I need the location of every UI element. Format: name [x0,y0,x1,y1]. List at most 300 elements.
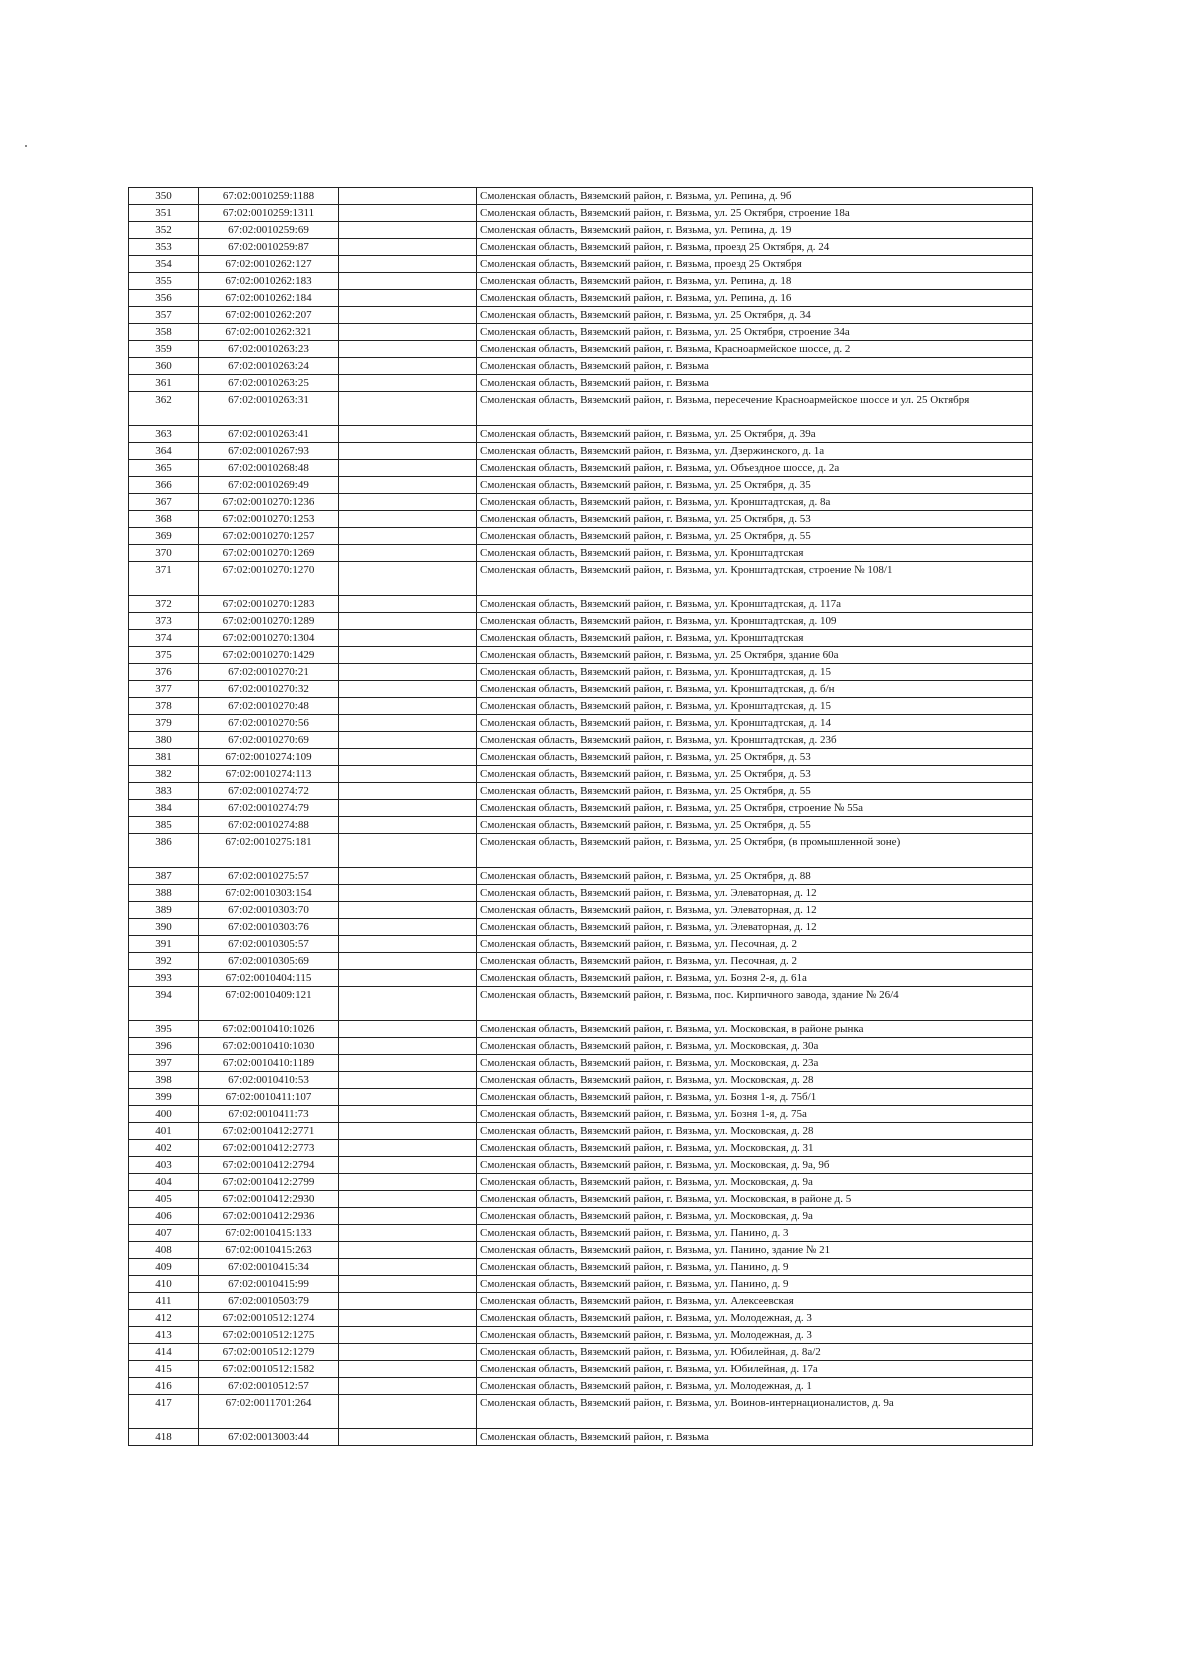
empty-cell [339,1140,477,1157]
address: Смоленская область, Вяземский район, г. Вязьма, ул. Кронштадтская, д. 109 [477,613,1033,630]
address: Смоленская область, Вяземский район, г. Вязьма, ул. 25 Октября, д. 34 [477,307,1033,324]
cadastral-number: 67:02:0010259:1311 [199,205,339,222]
address: Смоленская область, Вяземский район, г. Вязьма, ул. Московская, в районе д. 5 [477,1191,1033,1208]
cadastral-number: 67:02:0010410:1026 [199,1021,339,1038]
empty-cell [339,460,477,477]
table-row [129,1327,1033,1344]
address: Смоленская область, Вяземский район, г. Вязьма, проезд 25 Октября [477,256,1033,273]
table-row [129,1055,1033,1072]
cadastral-number: 67:02:0010259:69 [199,222,339,239]
row-number: 418 [129,1429,199,1446]
address: Смоленская область, Вяземский район, г. Вязьма, ул. Дзержинского, д. 1а [477,443,1033,460]
address: Смоленская область, Вяземский район, г. Вязьма, ул. Юбилейная, д. 8а/2 [477,1344,1033,1361]
address: Смоленская область, Вяземский район, г. Вязьма, ул. 25 Октября, д. 53 [477,766,1033,783]
table-row [129,545,1033,562]
empty-cell [339,868,477,885]
table-row [129,426,1033,443]
row-number: 401 [129,1123,199,1140]
empty-cell [339,307,477,324]
address: Смоленская область, Вяземский район, г. Вязьма, ул. Кронштадтская, д. 15 [477,698,1033,715]
empty-cell [339,511,477,528]
empty-cell [339,1293,477,1310]
cadastral-number: 67:02:0010274:72 [199,783,339,800]
table-row [129,868,1033,885]
address: Смоленская область, Вяземский район, г. Вязьма, пос. Кирпичного завода, здание № 26/4 [477,987,1033,1021]
cadastral-number: 67:02:0010263:41 [199,426,339,443]
empty-cell [339,1327,477,1344]
row-number: 412 [129,1310,199,1327]
row-number: 369 [129,528,199,545]
empty-cell [339,1055,477,1072]
cadastral-number: 67:02:0010274:88 [199,817,339,834]
empty-cell [339,1395,477,1429]
table-body [129,188,1033,1446]
table-row [129,1344,1033,1361]
row-number: 389 [129,902,199,919]
address: Смоленская область, Вяземский район, г. Вязьма [477,1429,1033,1446]
cadastral-number: 67:02:0010415:133 [199,1225,339,1242]
cadastral-number: 67:02:0010412:2794 [199,1157,339,1174]
row-number: 417 [129,1395,199,1429]
row-number: 378 [129,698,199,715]
cadastral-number: 67:02:0010404:115 [199,970,339,987]
address: Смоленская область, Вяземский район, г. Вязьма [477,375,1033,392]
empty-cell [339,1310,477,1327]
table-row [129,681,1033,698]
table-row [129,1429,1033,1446]
row-number: 400 [129,1106,199,1123]
address: Смоленская область, Вяземский район, г. Вязьма, ул. Бозня 1-я, д. 75б/1 [477,1089,1033,1106]
empty-cell [339,1225,477,1242]
row-number: 383 [129,783,199,800]
table-row [129,477,1033,494]
table-row [129,630,1033,647]
table-row [129,732,1033,749]
address: Смоленская область, Вяземский район, г. Вязьма, ул. Молодежная, д. 3 [477,1327,1033,1344]
empty-cell [339,256,477,273]
cadastral-number: 67:02:0010268:48 [199,460,339,477]
empty-cell [339,545,477,562]
empty-cell [339,596,477,613]
row-number: 390 [129,919,199,936]
empty-cell [339,647,477,664]
table-row [129,1106,1033,1123]
row-number: 355 [129,273,199,290]
row-number: 366 [129,477,199,494]
table-row [129,205,1033,222]
cadastral-number: 67:02:0010270:48 [199,698,339,715]
address: Смоленская область, Вяземский район, г. Вязьма, ул. 25 Октября, д. 55 [477,528,1033,545]
row-number: 354 [129,256,199,273]
empty-cell [339,1106,477,1123]
row-number: 413 [129,1327,199,1344]
address: Смоленская область, Вяземский район, г. Вязьма, ул. Панино, здание № 21 [477,1242,1033,1259]
empty-cell [339,290,477,307]
row-number: 367 [129,494,199,511]
table-row [129,341,1033,358]
address: Смоленская область, Вяземский район, г. Вязьма, ул. Кронштадтская, д. 14 [477,715,1033,732]
cadastral-number: 67:02:0010270:1304 [199,630,339,647]
empty-cell [339,273,477,290]
row-number: 358 [129,324,199,341]
empty-cell [339,494,477,511]
table-row [129,596,1033,613]
empty-cell [339,1276,477,1293]
address: Смоленская область, Вяземский район, г. Вязьма, ул. 25 Октября, (в промышленной зоне) [477,834,1033,868]
row-number: 374 [129,630,199,647]
cadastral-number: 67:02:0010411:73 [199,1106,339,1123]
empty-cell [339,1038,477,1055]
address: Смоленская область, Вяземский район, г. Вязьма, ул. Московская, д. 28 [477,1123,1033,1140]
cadastral-number: 67:02:0010512:1582 [199,1361,339,1378]
address: Смоленская область, Вяземский район, г. Вязьма, ул. Кронштадтская, д. б/н [477,681,1033,698]
address: Смоленская область, Вяземский район, г. Вязьма, пересечение Красноармейское шоссе и ул. 25 Октября [477,392,1033,426]
address: Смоленская область, Вяземский район, г. Вязьма, ул. Московская, д. 9а [477,1174,1033,1191]
cadastral-number: 67:02:0010512:1279 [199,1344,339,1361]
address: Смоленская область, Вяземский район, г. Вязьма, ул. 25 Октября, строение № 55а [477,800,1033,817]
cadastral-number: 67:02:0010270:32 [199,681,339,698]
cadastral-number: 67:02:0010415:263 [199,1242,339,1259]
address: Смоленская область, Вяземский район, г. Вязьма, ул. Бозня 1-я, д. 75а [477,1106,1033,1123]
address: Смоленская область, Вяземский район, г. Вязьма, ул. Молодежная, д. 3 [477,1310,1033,1327]
row-number: 405 [129,1191,199,1208]
row-number: 414 [129,1344,199,1361]
row-number: 350 [129,188,199,205]
cadastral-number: 67:02:0010303:70 [199,902,339,919]
empty-cell [339,1344,477,1361]
cadastral-number: 67:02:0010412:2936 [199,1208,339,1225]
row-number: 406 [129,1208,199,1225]
empty-cell [339,1208,477,1225]
row-number: 409 [129,1259,199,1276]
empty-cell [339,817,477,834]
cadastral-number: 67:02:0010263:23 [199,341,339,358]
row-number: 372 [129,596,199,613]
table-row [129,392,1033,426]
table-row [129,528,1033,545]
address: Смоленская область, Вяземский район, г. Вязьма, ул. Московская, д. 23а [477,1055,1033,1072]
row-number: 395 [129,1021,199,1038]
cadastral-number: 67:02:0010263:25 [199,375,339,392]
address: Смоленская область, Вяземский район, г. Вязьма, ул. Воинов-интернационалистов, д. 9а [477,1395,1033,1429]
row-number: 388 [129,885,199,902]
row-number: 415 [129,1361,199,1378]
row-number: 393 [129,970,199,987]
address: Смоленская область, Вяземский район, г. Вязьма, ул. Бозня 2-я, д. 61а [477,970,1033,987]
table-row [129,494,1033,511]
cadastral-number: 67:02:0010410:1189 [199,1055,339,1072]
row-number: 371 [129,562,199,596]
cadastral-number: 67:02:0010262:127 [199,256,339,273]
empty-cell [339,766,477,783]
table-row [129,1276,1033,1293]
address: Смоленская область, Вяземский район, г. Вязьма, ул. 25 Октября, строение 34а [477,324,1033,341]
row-number: 386 [129,834,199,868]
empty-cell [339,562,477,596]
table-row [129,1225,1033,1242]
cadastral-number: 67:02:0010412:2930 [199,1191,339,1208]
cadastral-number: 67:02:0010275:57 [199,868,339,885]
empty-cell [339,664,477,681]
address: Смоленская область, Вяземский район, г. Вязьма, ул. Репина, д. 9б [477,188,1033,205]
row-number: 403 [129,1157,199,1174]
cadastral-number: 67:02:0010274:109 [199,749,339,766]
table-row [129,1072,1033,1089]
row-number: 392 [129,953,199,970]
address: Смоленская область, Вяземский район, г. Вязьма, ул. Кронштадтская, д. 15 [477,664,1033,681]
row-number: 407 [129,1225,199,1242]
address: Смоленская область, Вяземский район, г. Вязьма, проезд 25 Октября, д. 24 [477,239,1033,256]
row-number: 408 [129,1242,199,1259]
address: Смоленская область, Вяземский район, г. Вязьма, ул. Кронштадтская, д. 23б [477,732,1033,749]
table-row [129,188,1033,205]
cadastral-number: 67:02:0010270:69 [199,732,339,749]
empty-cell [339,1259,477,1276]
empty-cell [339,205,477,222]
address: Смоленская область, Вяземский район, г. Вязьма, ул. Песочная, д. 2 [477,936,1033,953]
address: Смоленская область, Вяземский район, г. Вязьма, ул. Кронштадтская, д. 8а [477,494,1033,511]
cadastral-number: 67:02:0010270:56 [199,715,339,732]
row-number: 410 [129,1276,199,1293]
table-row [129,766,1033,783]
row-number: 416 [129,1378,199,1395]
table-row [129,783,1033,800]
table-row [129,256,1033,273]
address: Смоленская область, Вяземский район, г. Вязьма, ул. Панино, д. 3 [477,1225,1033,1242]
table-row [129,1208,1033,1225]
empty-cell [339,970,477,987]
cadastral-number: 67:02:0010270:1236 [199,494,339,511]
empty-cell [339,698,477,715]
table-row [129,817,1033,834]
table-row [129,358,1033,375]
cadastral-number: 67:02:0010262:321 [199,324,339,341]
table-row [129,715,1033,732]
address: Смоленская область, Вяземский район, г. Вязьма, ул. 25 Октября, д. 53 [477,511,1033,528]
cadastral-number: 67:02:0010412:2771 [199,1123,339,1140]
cadastral-number: 67:02:0011701:264 [199,1395,339,1429]
cadastral-number: 67:02:0010512:1274 [199,1310,339,1327]
row-number: 360 [129,358,199,375]
empty-cell [339,375,477,392]
address: Смоленская область, Вяземский район, г. Вязьма, ул. 25 Октября, д. 55 [477,783,1033,800]
table-row [129,800,1033,817]
table-row [129,307,1033,324]
row-number: 396 [129,1038,199,1055]
cadastral-number: 67:02:0010274:79 [199,800,339,817]
row-number: 361 [129,375,199,392]
cadastral-number: 67:02:0010259:1188 [199,188,339,205]
address: Смоленская область, Вяземский район, г. Вязьма, ул. Объездное шоссе, д. 2а [477,460,1033,477]
table-row [129,1140,1033,1157]
row-number: 397 [129,1055,199,1072]
table-row [129,919,1033,936]
row-number: 364 [129,443,199,460]
table-row [129,443,1033,460]
address: Смоленская область, Вяземский район, г. Вязьма, ул. Элеваторная, д. 12 [477,919,1033,936]
address: Смоленская область, Вяземский район, г. Вязьма, ул. 25 Октября, д. 35 [477,477,1033,494]
address: Смоленская область, Вяземский район, г. Вязьма, ул. Молодежная, д. 1 [477,1378,1033,1395]
cadastral-number: 67:02:0010412:2799 [199,1174,339,1191]
cadastral-number: 67:02:0010411:107 [199,1089,339,1106]
row-number: 387 [129,868,199,885]
table-row [129,1310,1033,1327]
row-number: 351 [129,205,199,222]
cadastral-number: 67:02:0010503:79 [199,1293,339,1310]
empty-cell [339,749,477,766]
cadastral-table [128,187,1033,1446]
empty-cell [339,392,477,426]
empty-cell [339,1123,477,1140]
cadastral-number: 67:02:0010512:1275 [199,1327,339,1344]
table-row [129,698,1033,715]
cadastral-number: 67:02:0010263:31 [199,392,339,426]
address: Смоленская область, Вяземский район, г. Вязьма, ул. 25 Октября, д. 39а [477,426,1033,443]
cadastral-number: 67:02:0010259:87 [199,239,339,256]
cadastral-number: 67:02:0010410:53 [199,1072,339,1089]
address: Смоленская область, Вяземский район, г. Вязьма, ул. Московская, д. 28 [477,1072,1033,1089]
empty-cell [339,834,477,868]
empty-cell [339,1361,477,1378]
table-row [129,1021,1033,1038]
row-number: 382 [129,766,199,783]
table-row [129,511,1033,528]
empty-cell [339,613,477,630]
address: Смоленская область, Вяземский район, г. Вязьма, ул. Алексеевская [477,1293,1033,1310]
empty-cell [339,222,477,239]
table-row [129,1123,1033,1140]
row-number: 363 [129,426,199,443]
row-number: 411 [129,1293,199,1310]
address: Смоленская область, Вяземский район, г. Вязьма, Красноармейское шоссе, д. 2 [477,341,1033,358]
address: Смоленская область, Вяземский район, г. Вязьма, ул. Московская, д. 31 [477,1140,1033,1157]
address: Смоленская область, Вяземский район, г. Вязьма, ул. Кронштадтская [477,630,1033,647]
table-row [129,222,1033,239]
empty-cell [339,800,477,817]
table-row [129,987,1033,1021]
table-row [129,1378,1033,1395]
row-number: 399 [129,1089,199,1106]
address: Смоленская область, Вяземский район, г. Вязьма, ул. Песочная, д. 2 [477,953,1033,970]
scan-speck [25,145,27,147]
empty-cell [339,1021,477,1038]
empty-cell [339,919,477,936]
address: Смоленская область, Вяземский район, г. Вязьма [477,358,1033,375]
empty-cell [339,1072,477,1089]
cadastral-number: 67:02:0010512:57 [199,1378,339,1395]
cadastral-number: 67:02:0010412:2773 [199,1140,339,1157]
table-row [129,834,1033,868]
empty-cell [339,1191,477,1208]
address: Смоленская область, Вяземский район, г. Вязьма, ул. Московская, д. 9а, 9б [477,1157,1033,1174]
row-number: 391 [129,936,199,953]
row-number: 381 [129,749,199,766]
row-number: 375 [129,647,199,664]
cadastral-number: 67:02:0010274:113 [199,766,339,783]
empty-cell [339,681,477,698]
table-row [129,1293,1033,1310]
address: Смоленская область, Вяземский район, г. Вязьма, ул. Кронштадтская, строение № 108/1 [477,562,1033,596]
address: Смоленская область, Вяземский район, г. Вязьма, ул. Репина, д. 16 [477,290,1033,307]
row-number: 376 [129,664,199,681]
cadastral-number: 67:02:0010270:1269 [199,545,339,562]
empty-cell [339,1242,477,1259]
empty-cell [339,477,477,494]
empty-cell [339,1157,477,1174]
table-row [129,1361,1033,1378]
empty-cell [339,341,477,358]
address: Смоленская область, Вяземский район, г. Вязьма, ул. Московская, д. 30а [477,1038,1033,1055]
empty-cell [339,885,477,902]
empty-cell [339,1378,477,1395]
row-number: 377 [129,681,199,698]
table-row [129,953,1033,970]
empty-cell [339,732,477,749]
cadastral-number: 67:02:0010415:34 [199,1259,339,1276]
row-number: 379 [129,715,199,732]
table-row [129,324,1033,341]
row-number: 353 [129,239,199,256]
address: Смоленская область, Вяземский район, г. Вязьма, ул. Кронштадтская [477,545,1033,562]
table-row [129,1395,1033,1429]
empty-cell [339,953,477,970]
table-row [129,902,1033,919]
table-row [129,1157,1033,1174]
row-number: 359 [129,341,199,358]
table-row [129,239,1033,256]
table-row [129,562,1033,596]
address: Смоленская область, Вяземский район, г. Вязьма, ул. Панино, д. 9 [477,1259,1033,1276]
cadastral-number: 67:02:0010263:24 [199,358,339,375]
cadastral-number: 67:02:0010270:1253 [199,511,339,528]
table-row [129,375,1033,392]
address: Смоленская область, Вяземский район, г. Вязьма, ул. 25 Октября, здание 60а [477,647,1033,664]
row-number: 352 [129,222,199,239]
table-row [129,664,1033,681]
cadastral-number: 67:02:0010270:21 [199,664,339,681]
cadastral-number: 67:02:0010410:1030 [199,1038,339,1055]
address: Смоленская область, Вяземский район, г. Вязьма, ул. 25 Октября, д. 53 [477,749,1033,766]
cadastral-number: 67:02:0010262:183 [199,273,339,290]
empty-cell [339,1429,477,1446]
address: Смоленская область, Вяземский район, г. Вязьма, ул. Московская, д. 9а [477,1208,1033,1225]
row-number: 380 [129,732,199,749]
row-number: 370 [129,545,199,562]
table-row [129,647,1033,664]
row-number: 398 [129,1072,199,1089]
cadastral-number: 67:02:0010409:121 [199,987,339,1021]
row-number: 373 [129,613,199,630]
address: Смоленская область, Вяземский район, г. Вязьма, ул. Элеваторная, д. 12 [477,902,1033,919]
empty-cell [339,528,477,545]
cadastral-number: 67:02:0010270:1289 [199,613,339,630]
cadastral-number: 67:02:0010275:181 [199,834,339,868]
row-number: 385 [129,817,199,834]
row-number: 356 [129,290,199,307]
empty-cell [339,188,477,205]
row-number: 394 [129,987,199,1021]
table-row [129,885,1033,902]
address: Смоленская область, Вяземский район, г. Вязьма, ул. 25 Октября, д. 55 [477,817,1033,834]
row-number: 384 [129,800,199,817]
empty-cell [339,902,477,919]
table-row [129,460,1033,477]
address: Смоленская область, Вяземский район, г. Вязьма, ул. Московская, в районе рынка [477,1021,1033,1038]
row-number: 362 [129,392,199,426]
address: Смоленская область, Вяземский район, г. Вязьма, ул. Юбилейная, д. 17а [477,1361,1033,1378]
cadastral-number: 67:02:0010305:69 [199,953,339,970]
row-number: 368 [129,511,199,528]
